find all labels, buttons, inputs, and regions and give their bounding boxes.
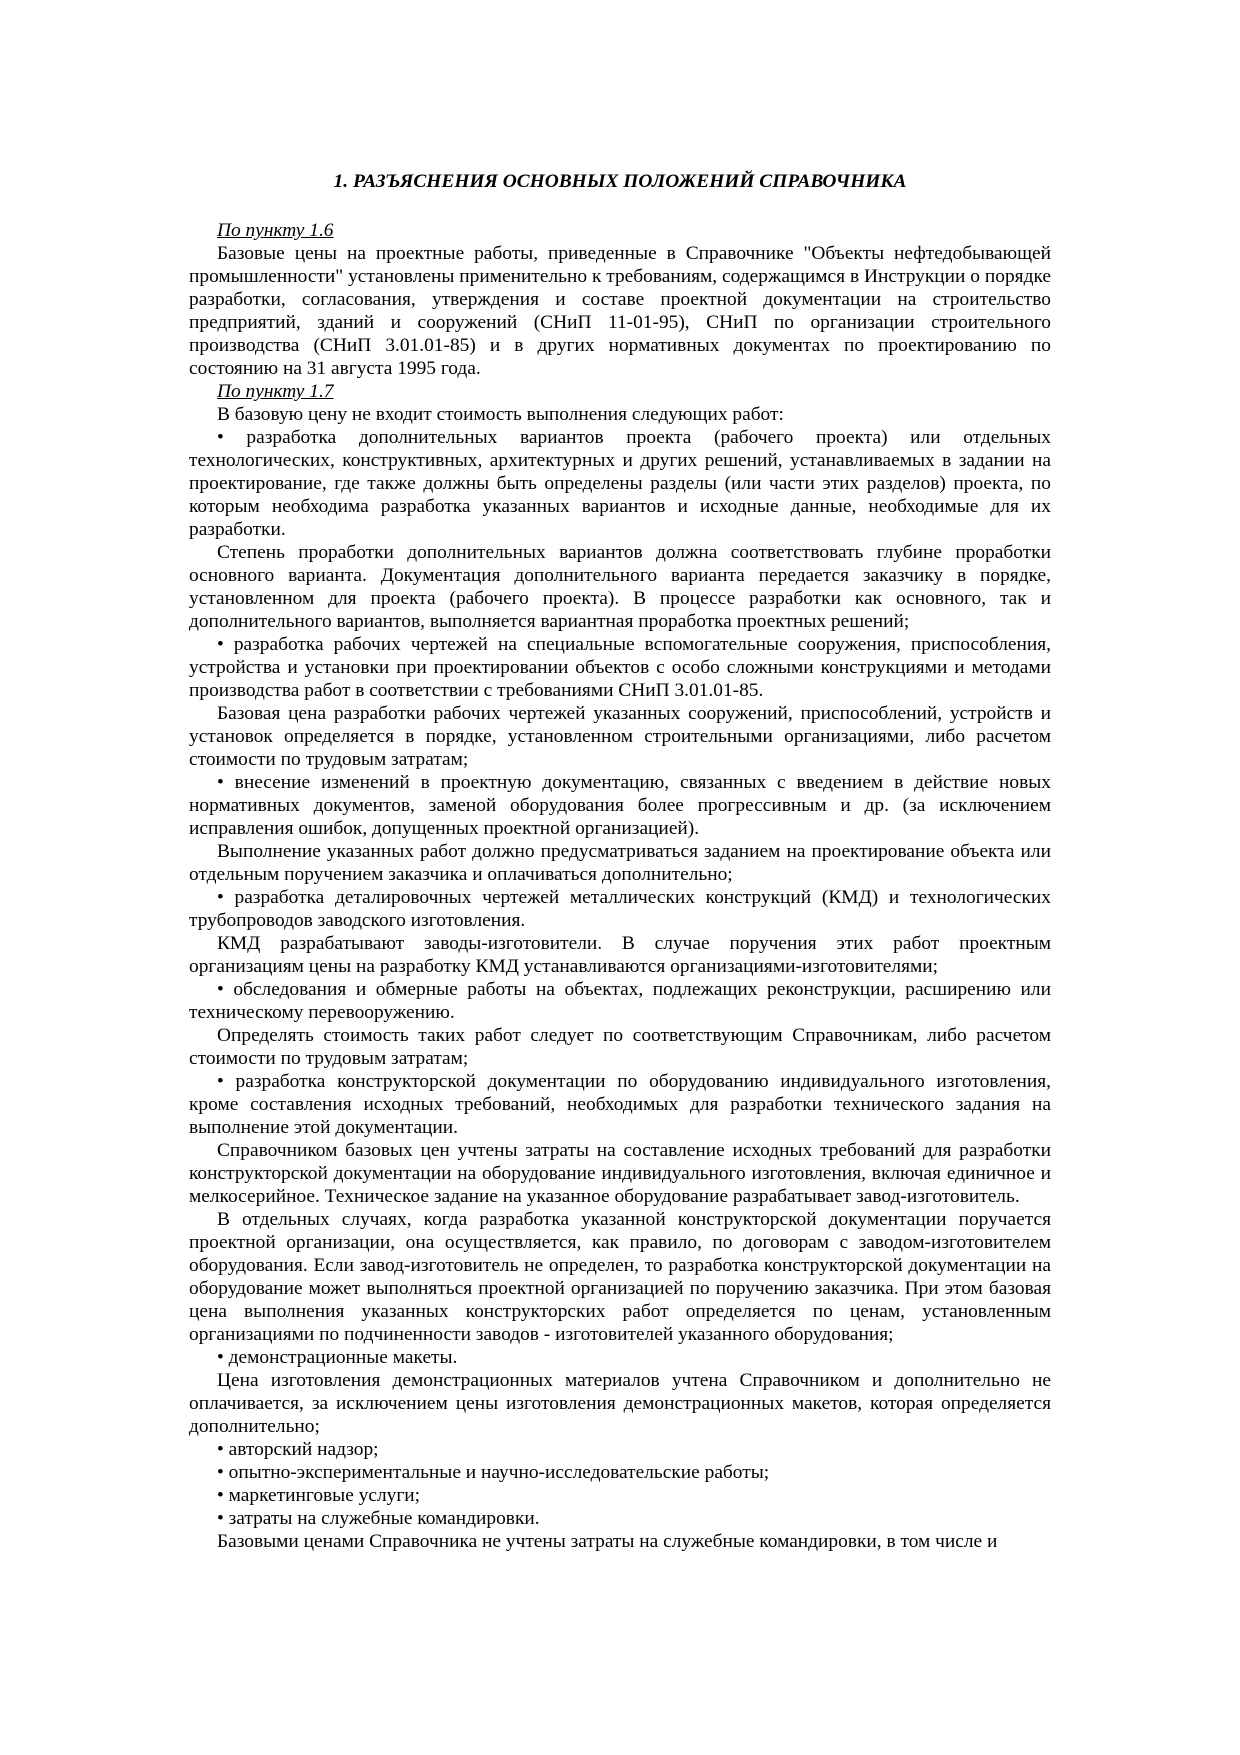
paragraph: В отдельных случаях, когда разработка указанной конструкторской документации поручается проектной организации, она осуществляется, как правило, по договорам с заводом-изготовителем оборудования. Если завод-изготовитель не определен, то разработка конструкторской документации на оборудование может выполняться проектной организацией по поручению заказчика. При этом базовая цена выполнения указанных конструкторских работ определяется по ценам, установленным организациями по подчиненности заводов - изготовителей указанного оборудования;: [189, 1209, 1051, 1345]
paragraph: Базовые цены на проектные работы, приведенные в Справочнике "Объекты нефтедобывающей промышленности" установлены применительно к требованиям, содержащимся в Инструкции о порядке разработки, согласования, утверждения и составе проектной документации на строительство предприятий, зданий и сооружений (СНиП 11-01-95), СНиП по организации строительного производства (СНиП 3.01.01-85) и в других нормативных документах по проектированию по состоянию на 31 августа 1995 года.: [189, 243, 1051, 379]
bullet-paragraph: • затраты на служебные командировки.: [217, 1508, 540, 1529]
document-page: [189, 170, 1051, 1553]
paragraph: Определять стоимость таких работ следует по соответствующим Справочникам, либо расчетом стоимости по трудовым затратам;: [189, 1025, 1051, 1069]
subsection-heading: По пункту 1.7: [217, 381, 334, 402]
page-title: 1. РАЗЪЯСНЕНИЯ ОСНОВНЫХ ПОЛОЖЕНИЙ СПРАВОЧНИКА: [333, 171, 907, 192]
bullet-paragraph: • обследования и обмерные работы на объектах, подлежащих реконструкции, расширению или техническому перевооружению.: [189, 979, 1051, 1023]
paragraph: Базовая цена разработки рабочих чертежей указанных сооружений, приспособлений, устройств и установок определяется в порядке, установленном строительными организациями, либо расчетом стоимости по трудовым затратам;: [189, 703, 1051, 770]
paragraph: Выполнение указанных работ должно предусматриваться заданием на проектирование объекта или отдельным поручением заказчика и оплачиваться дополнительно;: [189, 841, 1051, 885]
paragraph: Цена изготовления демонстрационных материалов учтена Справочником и дополнительно не оплачивается, за исключением цены изготовления демонстрационных макетов, которая определяется дополнительно;: [189, 1370, 1051, 1437]
bullet-paragraph: • опытно-экспериментальные и научно-исследовательские работы;: [217, 1462, 770, 1483]
bullet-paragraph: • разработка конструкторской документации по оборудованию индивидуального изготовления, кроме составления исходных требований, необходимых для разработки технического задания на выполнение этой документации.: [189, 1071, 1051, 1138]
bullet-paragraph: • авторский надзор;: [217, 1439, 379, 1460]
bullet-paragraph: • маркетинговые услуги;: [217, 1485, 421, 1506]
section-item-1-6: [189, 219, 1051, 380]
bullet-paragraph: • разработка дополнительных вариантов проекта (рабочего проекта) или отдельных технологических, конструктивных, архитектурных и других решений, устанавливаемых в задании на проектирование, где также должны быть определены разделы (или части этих разделов) проекта, по которым необходима разработка указанных вариантов и исходные данные, необходимые для их разработки.: [189, 427, 1051, 540]
section-item-1-7: [189, 380, 1051, 1553]
paragraph: Базовыми ценами Справочника не учтены затраты на служебные командировки, в том числе и: [217, 1531, 998, 1552]
paragraph: Справочником базовых цен учтены затраты на составление исходных требований для разработки конструкторской документации на оборудование индивидуального изготовления, включая единичное и мелкосерийное. Техническое задание на указанное оборудование разрабатывает завод-изготовитель.: [189, 1140, 1051, 1207]
paragraph: Степень проработки дополнительных вариантов должна соответствовать глубине проработки основного варианта. Документация дополнительного варианта передается заказчику в порядке, установленном для проекта (рабочего проекта). В процессе разработки как основного, так и дополнительного вариантов, выполняется вариантная проработка проектных решений;: [189, 542, 1051, 632]
paragraph: В базовую цену не входит стоимость выполнения следующих работ:: [217, 404, 784, 425]
bullet-paragraph: • разработка рабочих чертежей на специальные вспомогательные сооружения, приспособления, устройства и установки при проектировании объектов с особо сложными конструкциями и методами производства работ в соответствии с требованиями СНиП 3.01.01-85.: [189, 634, 1051, 701]
bullet-paragraph: • разработка деталировочных чертежей металлических конструкций (КМД) и технологических трубопроводов заводского изготовления.: [189, 887, 1051, 931]
paragraph: КМД разрабатывают заводы-изготовители. В случае поручения этих работ проектным организациям цены на разработку КМД устанавливаются организациями-изготовителями;: [189, 933, 1051, 977]
subsection-heading: По пункту 1.6: [217, 220, 334, 241]
bullet-paragraph: • демонстрационные макеты.: [217, 1347, 458, 1368]
bullet-paragraph: • внесение изменений в проектную документацию, связанных с введением в действие новых нормативных документов, заменой оборудования более прогрессивным и др. (за исключением исправления ошибок, допущенных проектной организацией).: [189, 772, 1051, 839]
